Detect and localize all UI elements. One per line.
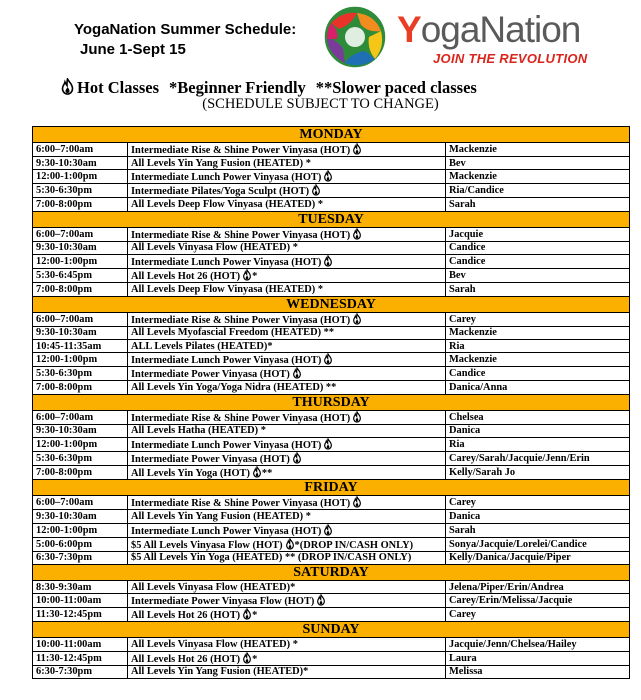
table-row: [33, 466, 630, 480]
table-row: [33, 339, 630, 352]
class-teacher: Carey: [446, 608, 630, 622]
class-name: [128, 608, 446, 622]
flame-icon: [323, 170, 333, 182]
class-name: [128, 312, 446, 326]
class-time: 7:00-8:00pm: [33, 381, 128, 394]
class-title: All Levels Myofascial Freedom (HEATED) **: [131, 327, 335, 339]
class-time: 5:30-6:30pm: [33, 452, 128, 466]
class-name: [128, 452, 446, 466]
class-time: 7:00-8:00pm: [33, 466, 128, 480]
title-line-2: June 1-Sept 15: [80, 41, 186, 58]
day-header: MONDAY: [33, 127, 630, 143]
legend-hot: Hot Classes: [77, 78, 160, 97]
schedule-note: (SCHEDULE SUBJECT TO CHANGE): [202, 96, 439, 112]
day-header-row: [33, 480, 630, 496]
class-title: All Levels Hot 26 (HOT): [131, 653, 241, 665]
class-teacher: Melissa: [446, 665, 630, 678]
class-name: [128, 381, 446, 394]
legend: [60, 78, 477, 98]
class-teacher: Carey: [446, 312, 630, 326]
class-teacher: Ria: [446, 438, 630, 452]
class-name: [128, 496, 446, 510]
class-title: All Levels Yin Yang Fusion (HEATED)*: [131, 666, 309, 678]
flame-icon: [242, 608, 252, 620]
flame-icon: [352, 411, 362, 423]
brand-wordmark: YogaNation: [397, 9, 581, 50]
table-row: [33, 537, 630, 551]
class-teacher: Bev: [446, 157, 630, 170]
flame-icon: [352, 143, 362, 155]
class-time: 12:00-1:00pm: [33, 353, 128, 367]
class-name: [128, 255, 446, 269]
class-teacher: Sarah: [446, 523, 630, 537]
class-teacher: Sonya/Jacquie/Lorelei/Candice: [446, 537, 630, 551]
class-teacher: Sarah: [446, 198, 630, 211]
class-time: 11:30-12:45pm: [33, 608, 128, 622]
day-header-row: [33, 296, 630, 312]
table-row: [33, 241, 630, 254]
table-row: [33, 184, 630, 198]
table-row: [33, 594, 630, 608]
table-row: [33, 143, 630, 157]
class-time: 12:00-1:00pm: [33, 255, 128, 269]
flame-icon: [285, 538, 295, 550]
class-title: All Levels Hot 26 (HOT): [131, 271, 241, 283]
class-note: *: [252, 610, 258, 622]
class-name: [128, 184, 446, 198]
table-row: [33, 651, 630, 665]
class-title: Intermediate Rise & Shine Power Vinyasa (HOT): [131, 145, 351, 156]
legend-slower: **Slower paced classes: [315, 78, 477, 97]
class-name: [128, 198, 446, 211]
class-title: Intermediate Power Vinyasa (HOT): [131, 454, 290, 466]
class-name: [128, 367, 446, 381]
day-header-row: [33, 127, 630, 143]
class-teacher: Candice: [446, 255, 630, 269]
class-title: All Levels Hatha (HEATED) *: [131, 425, 266, 437]
table-row: [33, 551, 630, 564]
class-time: 10:00-11:00am: [33, 594, 128, 608]
class-name: [128, 157, 446, 170]
table-row: [33, 326, 630, 339]
class-time: 7:00-8:00pm: [33, 283, 128, 296]
flame-icon: [323, 438, 333, 450]
class-time: 11:30-12:45pm: [33, 651, 128, 665]
flame-icon: [352, 496, 362, 508]
table-row: [33, 312, 630, 326]
class-time: 9:30-10:30am: [33, 510, 128, 523]
class-teacher: Bev: [446, 269, 630, 283]
class-time: 5:30-6:30pm: [33, 367, 128, 381]
class-time: 10:45-11:35am: [33, 339, 128, 352]
flame-icon: [323, 353, 333, 365]
flame-icon: [352, 313, 362, 325]
class-time: 9:30-10:30am: [33, 424, 128, 437]
legend-beginner: *Beginner Friendly: [169, 78, 306, 97]
page-header: [0, 0, 641, 80]
class-name: [128, 143, 446, 157]
class-time: 9:30-10:30am: [33, 326, 128, 339]
class-title: Intermediate Lunch Power Vinyasa (HOT): [131, 172, 322, 184]
class-title: Intermediate Lunch Power Vinyasa (HOT): [131, 525, 322, 537]
title-line-1: YogaNation Summer Schedule:: [74, 21, 297, 38]
class-name: [128, 580, 446, 593]
class-time: 12:00-1:00pm: [33, 170, 128, 184]
flame-icon: [323, 255, 333, 267]
class-time: 6:00–7:00am: [33, 496, 128, 510]
class-name: [128, 326, 446, 339]
day-header: TUESDAY: [33, 211, 630, 227]
class-title: $5 All Levels Vinyasa Flow (HOT): [131, 539, 283, 551]
flame-icon: [311, 184, 321, 196]
class-teacher: Mackenzie: [446, 326, 630, 339]
class-teacher: Kelly/Sarah Jo: [446, 466, 630, 480]
flame-icon: [242, 269, 252, 281]
class-teacher: Ria: [446, 339, 630, 352]
class-title: Intermediate Power Vinyasa Flow (HOT): [131, 596, 315, 608]
table-row: [33, 665, 630, 678]
table-row: [33, 424, 630, 437]
class-name: [128, 424, 446, 437]
class-title: $5 All Levels Yin Yoga (HEATED) ** (DROP IN/CASH ONLY): [131, 552, 412, 564]
table-row: [33, 580, 630, 593]
class-time: 5:30-6:30pm: [33, 184, 128, 198]
class-teacher: Chelsea: [446, 410, 630, 424]
class-title: All Levels Deep Flow Vinyasa (HEATED) *: [131, 199, 324, 211]
table-row: [33, 638, 630, 651]
class-name: [128, 227, 446, 241]
page-title: [74, 20, 296, 60]
class-title: All Levels Yin Yang Fusion (HEATED) *: [131, 510, 311, 522]
class-teacher: Candice: [446, 241, 630, 254]
class-note: **: [261, 468, 273, 480]
class-teacher: Laura: [446, 651, 630, 665]
table-row: [33, 496, 630, 510]
day-header-row: [33, 564, 630, 580]
class-title: Intermediate Lunch Power Vinyasa (HOT): [131, 355, 322, 367]
table-row: [33, 381, 630, 394]
class-teacher: Jacquie/Jenn/Chelsea/Hailey: [446, 638, 630, 651]
flame-icon: [316, 594, 326, 606]
class-time: 7:00-8:00pm: [33, 198, 128, 211]
day-header-row: [33, 622, 630, 638]
class-note: *: [252, 271, 258, 283]
class-time: 12:00-1:00pm: [33, 438, 128, 452]
day-header-row: [33, 394, 630, 410]
class-teacher: Sarah: [446, 283, 630, 296]
class-title: Intermediate Rise & Shine Power Vinyasa (HOT): [131, 229, 351, 241]
class-time: 6:00–7:00am: [33, 227, 128, 241]
class-name: [128, 638, 446, 651]
class-name: [128, 510, 446, 523]
flame-icon: [60, 78, 75, 95]
class-name: [128, 523, 446, 537]
table-row: [33, 170, 630, 184]
class-title: All Levels Vinyasa Flow (HEATED) *: [131, 242, 298, 254]
table-row: [33, 353, 630, 367]
day-header: SATURDAY: [33, 564, 630, 580]
table-row: [33, 510, 630, 523]
class-title: Intermediate Lunch Power Vinyasa (HOT): [131, 440, 322, 452]
flame-icon: [242, 652, 252, 664]
table-row: [33, 283, 630, 296]
flame-icon: [252, 466, 262, 478]
class-title: Intermediate Power Vinyasa (HOT): [131, 369, 290, 381]
table-row: [33, 255, 630, 269]
class-name: [128, 170, 446, 184]
table-row: [33, 157, 630, 170]
day-header-row: [33, 211, 630, 227]
class-time: 6:00–7:00am: [33, 143, 128, 157]
day-header: FRIDAY: [33, 480, 630, 496]
table-row: [33, 608, 630, 622]
table-row: [33, 438, 630, 452]
class-name: [128, 594, 446, 608]
class-name: [128, 353, 446, 367]
table-row: [33, 198, 630, 211]
class-title: All Levels Hot 26 (HOT): [131, 610, 241, 622]
class-teacher: Carey/Erin/Melissa/Jacquie: [446, 594, 630, 608]
class-time: 10:00-11:00am: [33, 638, 128, 651]
class-time: 5:00-6:00pm: [33, 537, 128, 551]
day-header: THURSDAY: [33, 394, 630, 410]
class-title: All Levels Yin Yoga/Yoga Nidra (HEATED) **: [131, 382, 337, 394]
day-header: SUNDAY: [33, 622, 630, 638]
class-time: 5:30-6:45pm: [33, 269, 128, 283]
class-name: [128, 410, 446, 424]
table-row: [33, 523, 630, 537]
flame-icon: [292, 367, 302, 379]
class-teacher: Mackenzie: [446, 143, 630, 157]
class-title: All Levels Deep Flow Vinyasa (HEATED) *: [131, 283, 324, 295]
class-name: [128, 665, 446, 678]
class-teacher: Danica: [446, 424, 630, 437]
table-row: [33, 227, 630, 241]
class-name: [128, 551, 446, 564]
class-title: Intermediate Rise & Shine Power Vinyasa (HOT): [131, 498, 351, 510]
class-title: All Levels Vinyasa Flow (HEATED)*: [131, 581, 296, 593]
class-teacher: Danica/Anna: [446, 381, 630, 394]
class-teacher: Ria/Candice: [446, 184, 630, 198]
class-time: 6:00–7:00am: [33, 410, 128, 424]
class-name: [128, 241, 446, 254]
day-header: WEDNESDAY: [33, 296, 630, 312]
class-title: All Levels Vinyasa Flow (HEATED) *: [131, 638, 298, 650]
class-name: [128, 283, 446, 296]
class-teacher: Candice: [446, 367, 630, 381]
class-name: [128, 466, 446, 480]
class-time: 12:00-1:00pm: [33, 523, 128, 537]
class-name: [128, 269, 446, 283]
class-teacher: Mackenzie: [446, 353, 630, 367]
yoganation-logo: [321, 3, 641, 71]
class-teacher: Kelly/Danica/Jacquie/Piper: [446, 551, 630, 564]
class-title: Intermediate Rise & Shine Power Vinyasa (HOT): [131, 314, 351, 326]
class-name: [128, 339, 446, 352]
class-title: Intermediate Rise & Shine Power Vinyasa (HOT): [131, 412, 351, 424]
class-time: 6:30-7:30pm: [33, 665, 128, 678]
class-time: 6:30-7:30pm: [33, 551, 128, 564]
table-row: [33, 367, 630, 381]
flame-icon: [323, 524, 333, 536]
class-time: 8:30-9:30am: [33, 580, 128, 593]
brand-tagline: JOIN THE REVOLUTION: [433, 51, 588, 66]
table-row: [33, 269, 630, 283]
class-time: 9:30-10:30am: [33, 241, 128, 254]
class-name: [128, 438, 446, 452]
class-title: ALL Levels Pilates (HEATED)*: [131, 340, 273, 352]
class-time: 9:30-10:30am: [33, 157, 128, 170]
table-row: [33, 410, 630, 424]
flame-icon: [292, 452, 302, 464]
class-teacher: Carey/Sarah/Jacquie/Jenn/Erin: [446, 452, 630, 466]
class-title: All Levels Yin Yang Fusion (HEATED) *: [131, 157, 311, 169]
class-teacher: Mackenzie: [446, 170, 630, 184]
class-name: [128, 651, 446, 665]
class-teacher: Carey: [446, 496, 630, 510]
schedule-table: [32, 126, 630, 679]
class-time: 6:00–7:00am: [33, 312, 128, 326]
class-note: *(DROP IN/CASH ONLY): [294, 539, 414, 551]
globe-icon: [321, 3, 389, 71]
flame-icon: [352, 228, 362, 240]
class-teacher: Jacquie: [446, 227, 630, 241]
class-name: [128, 537, 446, 551]
class-teacher: Jelena/Piper/Erin/Andrea: [446, 580, 630, 593]
class-title: All Levels Yin Yoga (HOT): [131, 468, 250, 480]
class-note: *: [252, 653, 258, 665]
class-teacher: Danica: [446, 510, 630, 523]
class-title: Intermediate Pilates/Yoga Sculpt (HOT): [131, 186, 310, 198]
class-title: Intermediate Lunch Power Vinyasa (HOT): [131, 257, 322, 269]
table-row: [33, 452, 630, 466]
